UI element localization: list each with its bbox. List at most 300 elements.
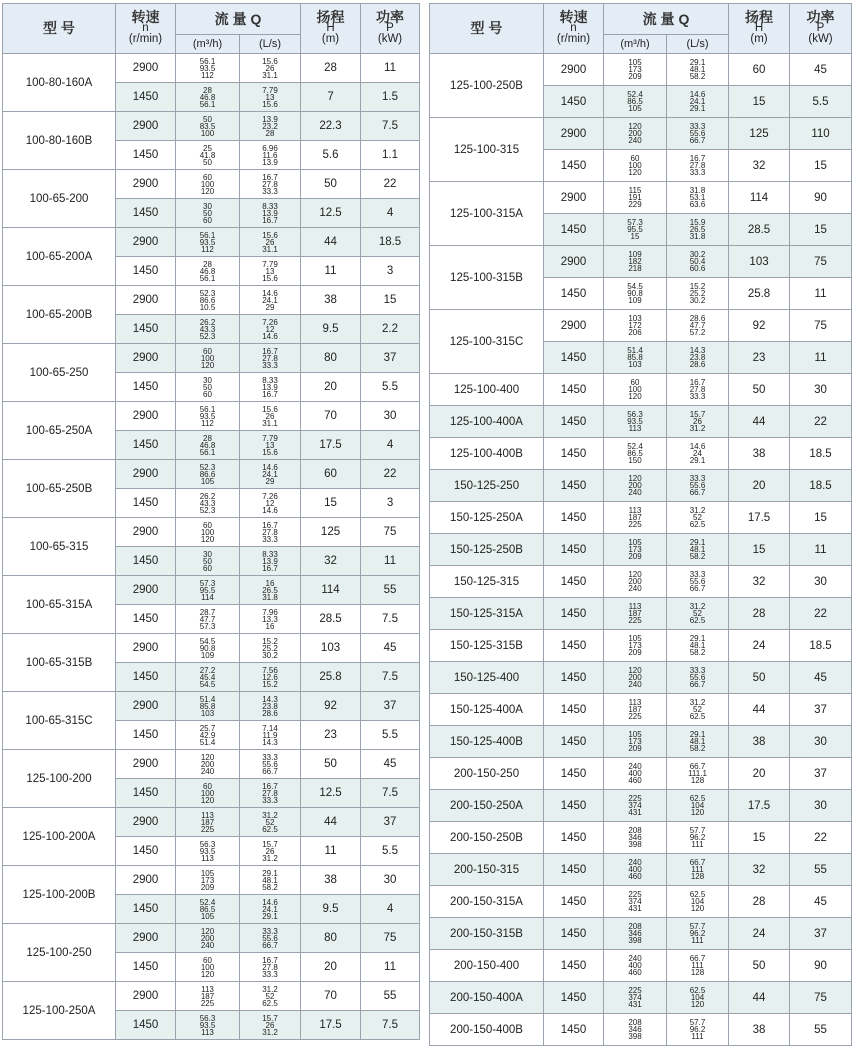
flow-ls-value: 7.26	[262, 317, 278, 327]
flow-m3h-value: 90.8	[199, 643, 216, 653]
head-value: 32	[301, 547, 361, 576]
flow-ls-value: 28.6	[262, 708, 278, 718]
model-name: 125-100-200B	[3, 866, 116, 924]
flow-ls-value: 27.8	[689, 385, 706, 394]
power-value: 45	[790, 662, 852, 694]
flow-ls-value: 96.2	[689, 1025, 706, 1034]
flow-m3h	[176, 663, 240, 692]
flow-m3h-value: 113	[628, 698, 642, 707]
flow-m3h	[176, 315, 240, 344]
model-name: 150-125-315B	[430, 630, 544, 662]
flow-ls	[240, 692, 301, 721]
flow-ls-value: 11.6	[262, 150, 278, 160]
flow-ls	[667, 566, 729, 598]
flow-ls-value: 14.6	[262, 462, 278, 472]
flow-ls-value: 24.1	[262, 295, 278, 305]
flow-ls-value: 15.6	[262, 447, 278, 457]
flow-m3h-value: 95.5	[627, 225, 643, 234]
flow-m3h-value: 46.8	[199, 92, 216, 102]
flow-m3h	[176, 199, 240, 228]
head-value: 9.5	[301, 895, 361, 924]
head-value: 38	[301, 866, 361, 895]
flow-m3h-value: 460	[628, 968, 642, 977]
model-name: 200-150-250	[430, 758, 544, 790]
flow-m3h	[604, 694, 667, 726]
head-value: 15	[729, 822, 790, 854]
model-name: 150-125-250A	[430, 502, 544, 534]
speed-value: 1450	[116, 547, 176, 576]
flow-ls-value: 6.96	[262, 143, 278, 153]
flow-ls-value: 31.2	[689, 602, 706, 611]
flow-m3h	[604, 982, 667, 1014]
speed-value: 2900	[116, 692, 176, 721]
head-value: 50	[301, 170, 361, 199]
flow-ls-value: 7.96	[262, 607, 278, 617]
power-value: 11	[790, 534, 852, 566]
flow-ls-value: 16.7	[262, 955, 278, 965]
flow-ls	[240, 170, 301, 199]
flow-m3h	[604, 726, 667, 758]
flow-m3h-value: 43.3	[199, 324, 216, 334]
flow-ls-value: 66.7	[689, 858, 706, 867]
head-value: 17.5	[729, 790, 790, 822]
power-value: 5.5	[790, 86, 852, 118]
flow-m3h-value: 86.6	[199, 295, 216, 305]
head-value: 32	[729, 566, 790, 598]
flow-m3h-value: 46.8	[199, 440, 216, 450]
flow-m3h-value: 240	[628, 584, 642, 593]
flow-m3h-value: 229	[628, 200, 642, 209]
flow-ls-value: 48.1	[262, 875, 278, 885]
flow-m3h-value: 42.9	[199, 730, 216, 740]
power-value: 18.5	[790, 630, 852, 662]
power-value: 18.5	[790, 438, 852, 470]
flow-ls	[240, 924, 301, 953]
flow-m3h-value: 50	[203, 382, 212, 392]
flow-m3h	[604, 374, 667, 406]
flow-m3h-value: 187	[628, 513, 642, 522]
flow-ls-value: 29	[265, 476, 275, 486]
speed-value: 1450	[544, 214, 604, 246]
flow-ls-value: 25.2	[689, 289, 706, 298]
header-head: 扬程 H (m)	[301, 4, 361, 54]
flow-ls-value: 27.8	[262, 527, 278, 537]
flow-ls-value: 66.7	[689, 584, 706, 593]
flow-m3h	[604, 182, 667, 214]
power-value: 75	[361, 518, 420, 547]
table-row	[3, 634, 420, 663]
flow-ls-value: 31.2	[262, 853, 278, 863]
power-value: 4	[361, 199, 420, 228]
flow-ls-value: 16.7	[262, 389, 278, 399]
speed-value: 2900	[116, 808, 176, 837]
flow-ls-value: 29.1	[689, 58, 706, 67]
head-value: 28.5	[301, 605, 361, 634]
flow-ls-value: 33.3	[689, 474, 706, 483]
head-value: 125	[729, 118, 790, 150]
flow-ls	[240, 866, 301, 895]
flow-m3h-value: 112	[201, 70, 214, 80]
head-value: 114	[729, 182, 790, 214]
flow-ls-value: 58.2	[689, 648, 706, 657]
flow-m3h-value: 150	[628, 456, 642, 465]
table-row	[3, 982, 420, 1011]
flow-m3h-value: 60	[203, 520, 212, 530]
flow-ls-value: 16.7	[689, 154, 706, 163]
flow-m3h-value: 28	[203, 433, 212, 443]
speed-value: 1450	[116, 315, 176, 344]
flow-m3h	[604, 630, 667, 662]
speed-value: 1450	[544, 566, 604, 598]
head-value: 44	[729, 406, 790, 438]
speed-value: 1450	[544, 950, 604, 982]
flow-m3h-value: 120	[628, 392, 642, 401]
flow-m3h-value: 109	[200, 650, 215, 660]
table-row	[3, 402, 420, 431]
flow-m3h-value: 86.5	[627, 449, 643, 458]
flow-m3h-value: 225	[200, 824, 215, 834]
power-value: 15	[790, 214, 852, 246]
flow-ls-value: 31.2	[689, 506, 706, 515]
table-row	[3, 924, 420, 953]
flow-m3h	[604, 406, 667, 438]
flow-ls-value: 48.1	[689, 641, 706, 650]
speed-value: 1450	[544, 822, 604, 854]
flow-ls-value: 31.2	[262, 810, 278, 820]
power-value: 15	[790, 150, 852, 182]
flow-ls	[240, 112, 301, 141]
flow-ls-value: 62.5	[262, 824, 278, 834]
flow-ls-value: 29.1	[689, 730, 706, 739]
flow-m3h-value: 50	[203, 556, 212, 566]
flow-ls-value: 55.6	[689, 673, 706, 682]
speed-value: 2900	[544, 118, 604, 150]
flow-m3h	[604, 790, 667, 822]
speed-value: 1450	[544, 630, 604, 662]
flow-ls-value: 14.3	[262, 694, 278, 704]
speed-value: 1450	[116, 431, 176, 460]
head-value: 17.5	[301, 431, 361, 460]
flow-m3h-value: 60	[203, 172, 212, 182]
power-value: 1.5	[361, 83, 420, 112]
head-value: 28	[729, 598, 790, 630]
flow-ls-value: 26	[265, 63, 275, 73]
flow-m3h-value: 100	[200, 527, 215, 537]
flow-m3h-value: 56.3	[627, 410, 643, 419]
speed-value: 1450	[544, 886, 604, 918]
flow-ls-value: 8.33	[262, 201, 278, 211]
table-row	[3, 576, 420, 605]
flow-m3h-value: 431	[628, 1000, 642, 1009]
flow-m3h-value: 208	[628, 1018, 642, 1027]
header-flow-ls: (L/s)	[240, 35, 301, 54]
flow-m3h-value: 60	[203, 563, 212, 573]
speed-value: 2900	[116, 54, 176, 83]
header-flow-m3h: (m³/h)	[176, 35, 240, 54]
speed-value: 1450	[544, 790, 604, 822]
power-value: 22	[790, 822, 852, 854]
speed-value: 1450	[544, 374, 604, 406]
speed-value: 1450	[116, 779, 176, 808]
flow-ls-value: 128	[690, 872, 705, 881]
flow-ls-value: 111	[691, 840, 704, 849]
head-value: 7	[301, 83, 361, 112]
speed-value: 1450	[544, 470, 604, 502]
flow-m3h	[176, 431, 240, 460]
model-name: 125-100-315	[430, 118, 544, 182]
flow-m3h-value: 225	[200, 998, 215, 1008]
head-value: 92	[301, 692, 361, 721]
flow-m3h	[176, 112, 240, 141]
flow-ls-value: 30.2	[689, 250, 706, 259]
speed-value: 1450	[116, 1011, 176, 1040]
flow-m3h-value: 113	[201, 1027, 214, 1037]
table-row	[3, 54, 420, 83]
flow-ls-value: 26	[693, 417, 702, 426]
flow-m3h-value: 86.6	[199, 469, 216, 479]
flow-ls	[240, 141, 301, 170]
head-value: 22.3	[301, 112, 361, 141]
power-value: 18.5	[361, 228, 420, 257]
table-row	[430, 854, 852, 886]
flow-ls-value: 15.6	[262, 273, 278, 283]
flow-m3h	[604, 758, 667, 790]
flow-ls-value: 12.6	[262, 672, 278, 682]
flow-ls-value: 24.1	[689, 97, 706, 106]
power-value: 2.2	[361, 315, 420, 344]
head-value: 11	[301, 837, 361, 866]
model-name: 125-100-400B	[430, 438, 544, 470]
flow-ls-value: 66.7	[262, 766, 278, 776]
flow-m3h	[604, 822, 667, 854]
power-value: 30	[790, 726, 852, 758]
model-name: 150-125-400B	[430, 726, 544, 758]
flow-ls	[240, 228, 301, 257]
flow-m3h-value: 47.7	[199, 614, 216, 624]
power-value: 11	[361, 547, 420, 576]
flow-m3h	[604, 150, 667, 182]
flow-ls-value: 14.6	[689, 90, 706, 99]
table-row	[430, 310, 852, 342]
flow-ls-value: 15.6	[262, 230, 278, 240]
flow-ls-value: 14.6	[262, 288, 278, 298]
head-value: 114	[301, 576, 361, 605]
flow-m3h-value: 25.7	[199, 723, 216, 733]
model-name: 150-125-400	[430, 662, 544, 694]
head-value: 44	[301, 228, 361, 257]
flow-ls-value: 24.1	[262, 904, 278, 914]
flow-ls	[667, 150, 729, 182]
table-row	[3, 460, 420, 489]
flow-m3h-value: 240	[628, 680, 642, 689]
flow-ls-value: 111	[691, 961, 704, 970]
flow-ls-value: 31.8	[689, 232, 706, 241]
speed-value: 1450	[116, 199, 176, 228]
flow-ls-value: 62.5	[262, 998, 278, 1008]
flow-m3h-value: 431	[628, 904, 642, 913]
speed-value: 1450	[544, 438, 604, 470]
model-name: 125-100-250	[3, 924, 116, 982]
flow-m3h	[176, 692, 240, 721]
flow-m3h-value: 209	[628, 72, 642, 81]
model-name: 100-65-250	[3, 344, 116, 402]
model-name: 100-80-160A	[3, 54, 116, 112]
flow-ls-value: 15.2	[262, 636, 278, 646]
flow-m3h-value: 60	[203, 781, 212, 791]
flow-m3h	[176, 837, 240, 866]
flow-ls-value: 13.3	[262, 614, 278, 624]
flow-m3h-value: 10.5	[199, 302, 216, 312]
flow-m3h-value: 398	[628, 1032, 642, 1041]
model-name: 200-150-315A	[430, 886, 544, 918]
head-value: 50	[729, 374, 790, 406]
flow-ls-value: 14.6	[262, 331, 278, 341]
power-value: 3	[361, 257, 420, 286]
flow-m3h-value: 28.7	[199, 607, 216, 617]
flow-ls	[240, 663, 301, 692]
flow-m3h-value: 51.4	[199, 737, 216, 747]
head-value: 32	[729, 854, 790, 886]
flow-ls-value: 62.5	[689, 890, 706, 899]
flow-ls-value: 28.6	[689, 314, 706, 323]
flow-ls	[667, 886, 729, 918]
flow-m3h	[176, 141, 240, 170]
flow-m3h-value: 187	[628, 609, 642, 618]
flow-m3h-value: 225	[628, 520, 642, 529]
flow-m3h	[176, 953, 240, 982]
flow-ls-value: 26	[265, 846, 275, 856]
power-value: 15	[790, 502, 852, 534]
model-name: 100-65-200	[3, 170, 116, 228]
flow-ls	[667, 214, 729, 246]
head-value: 103	[301, 634, 361, 663]
speed-value: 1450	[544, 726, 604, 758]
power-value: 30	[790, 374, 852, 406]
flow-m3h	[176, 866, 240, 895]
flow-ls-value: 16	[265, 578, 275, 588]
head-value: 23	[301, 721, 361, 750]
head-value: 20	[729, 758, 790, 790]
flow-m3h	[176, 83, 240, 112]
flow-ls-value: 16.7	[689, 378, 706, 387]
table-row	[430, 534, 852, 566]
flow-ls-value: 29.1	[262, 868, 278, 878]
flow-ls-value: 13.9	[262, 208, 278, 218]
flow-ls-value: 23.2	[262, 121, 278, 131]
power-value: 5.5	[361, 721, 420, 750]
flow-ls	[240, 402, 301, 431]
flow-ls	[240, 518, 301, 547]
head-value: 25.8	[729, 278, 790, 310]
flow-m3h	[176, 547, 240, 576]
flow-ls	[240, 489, 301, 518]
flow-m3h-value: 346	[628, 929, 642, 938]
flow-ls-value: 12	[265, 324, 275, 334]
flow-m3h-value: 200	[628, 129, 642, 138]
model-name: 100-65-250B	[3, 460, 116, 518]
flow-m3h	[176, 779, 240, 808]
flow-m3h-value: 25	[203, 143, 212, 153]
table-row	[430, 790, 852, 822]
header-flow-m3h: (m³/h)	[604, 35, 667, 54]
head-value: 38	[301, 286, 361, 315]
speed-value: 1450	[544, 854, 604, 886]
flow-m3h	[604, 502, 667, 534]
flow-m3h-value: 173	[628, 737, 642, 746]
head-value: 20	[729, 470, 790, 502]
flow-ls	[667, 854, 729, 886]
flow-ls	[667, 950, 729, 982]
flow-ls	[667, 470, 729, 502]
speed-value: 1450	[116, 663, 176, 692]
flow-m3h	[176, 634, 240, 663]
flow-m3h	[604, 278, 667, 310]
model-name: 125-100-315A	[430, 182, 544, 246]
flow-m3h-value: 100	[200, 962, 215, 972]
flow-ls-value: 33.3	[262, 360, 278, 370]
header-head: 扬程 H (m)	[729, 4, 790, 54]
flow-ls-value: 13.9	[262, 556, 278, 566]
flow-m3h-value: 93.5	[199, 411, 216, 421]
flow-ls-value: 48.1	[689, 545, 706, 554]
flow-ls	[667, 758, 729, 790]
flow-m3h-value: 90.8	[627, 289, 643, 298]
flow-ls-value: 96.2	[689, 929, 706, 938]
head-value: 92	[729, 310, 790, 342]
flow-ls	[240, 315, 301, 344]
table-row	[3, 228, 420, 257]
flow-ls-value: 31.2	[689, 698, 706, 707]
flow-m3h-value: 109	[628, 296, 642, 305]
flow-ls	[240, 199, 301, 228]
model-name: 150-125-315	[430, 566, 544, 598]
flow-m3h	[604, 86, 667, 118]
head-value: 70	[301, 402, 361, 431]
power-value: 37	[790, 918, 852, 950]
flow-m3h-value: 100	[200, 353, 215, 363]
flow-ls	[240, 1011, 301, 1040]
flow-m3h	[176, 286, 240, 315]
flow-m3h-value: 200	[628, 577, 642, 586]
speed-value: 1450	[116, 83, 176, 112]
flow-m3h	[176, 228, 240, 257]
flow-m3h-value: 113	[628, 424, 642, 433]
table-row	[430, 662, 852, 694]
flow-ls-value: 25.2	[262, 643, 278, 653]
speed-value: 1450	[544, 982, 604, 1014]
table-row	[430, 886, 852, 918]
flow-m3h-value: 15	[630, 232, 640, 241]
power-value: 37	[361, 808, 420, 837]
power-value: 18.5	[790, 470, 852, 502]
flow-ls	[667, 246, 729, 278]
speed-value: 1450	[116, 721, 176, 750]
flow-m3h-value: 41.8	[199, 150, 216, 160]
flow-ls-value: 104	[690, 993, 705, 1002]
head-value: 32	[729, 150, 790, 182]
flow-m3h-value: 83.5	[199, 121, 216, 131]
head-value: 15	[729, 86, 790, 118]
table-row	[430, 502, 852, 534]
head-value: 24	[729, 630, 790, 662]
model-name: 100-65-315C	[3, 692, 116, 750]
table-header-right	[430, 4, 852, 54]
flow-ls	[240, 779, 301, 808]
flow-m3h-value: 400	[628, 961, 642, 970]
flow-ls-value: 31.8	[689, 186, 706, 195]
flow-m3h-value: 240	[200, 940, 215, 950]
head-value: 15	[729, 534, 790, 566]
